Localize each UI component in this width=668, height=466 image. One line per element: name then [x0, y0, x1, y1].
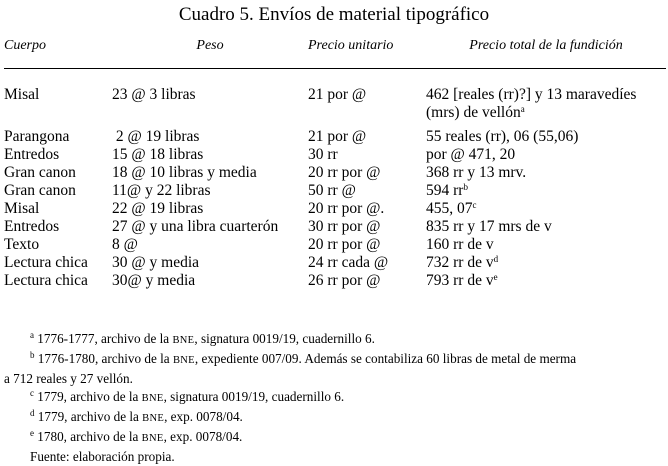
cell-precio-unitario: 24 rr cada @	[308, 254, 389, 271]
cell-precio-total	[426, 272, 666, 290]
cell-peso: 11@ y 22 libras	[112, 182, 211, 199]
cell-precio-total	[426, 128, 666, 146]
cell-precio-unitario: 21 por @	[308, 86, 367, 103]
shipments-table	[4, 38, 666, 290]
table-row	[4, 146, 666, 164]
header-peso: Peso	[196, 38, 224, 53]
precio-total-text: 368 rr y 13 mrv.	[426, 164, 527, 181]
footnote-ref: c	[472, 200, 477, 210]
cell-precio-unitario: 20 rr por @.	[308, 200, 385, 217]
precio-total-text: 793 rr de v	[426, 272, 494, 289]
footnote-abbr: BNE	[172, 335, 195, 346]
footnote-text-pre: 1776-1780, archivo de la	[34, 351, 173, 366]
footnote-mark: b	[30, 350, 35, 360]
cell-precio-unitario: 30 rr por @	[308, 218, 381, 235]
footnote	[0, 330, 668, 350]
table-row	[4, 182, 666, 200]
cell-cuerpo: Misal	[4, 86, 40, 103]
footnote-mark: c	[30, 388, 34, 398]
footnote-abbr: BNE	[142, 413, 165, 424]
cell-cuerpo: Entredos	[4, 218, 60, 235]
cell-precio-total	[426, 69, 666, 129]
cell-precio-unitario: 50 rr @	[308, 182, 356, 199]
footnote-text-post: , signatura 0019/19, cuadernillo 6.	[194, 331, 375, 346]
cell-cuerpo: Entredos	[4, 146, 60, 163]
precio-total-line1: 462 [reales (rr)?] y 13 maravedíes	[426, 86, 637, 103]
footnote-ref: a	[520, 104, 525, 114]
precio-total-text: por @ 471, 20	[426, 146, 516, 163]
footnote	[0, 408, 668, 428]
cell-precio-unitario: 30 rr	[308, 146, 338, 163]
footnote-abbr: BNE	[172, 355, 195, 366]
cell-cuerpo: Lectura chica	[4, 254, 88, 271]
cell-peso: 15 @ 18 libras	[112, 146, 204, 163]
cell-precio-unitario: 20 rr por @	[308, 164, 381, 181]
footnote-abbr: BNE	[141, 393, 164, 404]
footnote-text-post: , exp. 0078/04.	[163, 429, 243, 444]
precio-total-text: 835 rr y 17 mrs de v	[426, 218, 552, 235]
cell-precio-total	[426, 164, 666, 182]
cell-precio-total	[426, 146, 666, 164]
footnote	[0, 350, 668, 388]
footnote-mark: e	[30, 428, 34, 438]
header-row	[4, 38, 666, 69]
precio-total-text: 160 rr de v	[426, 236, 494, 253]
cell-cuerpo: Misal	[4, 200, 40, 217]
cell-cuerpo: Gran canon	[4, 182, 76, 199]
footnote	[0, 428, 668, 448]
cell-precio-unitario: 20 rr por @	[308, 236, 381, 253]
cell-cuerpo: Lectura chica	[4, 272, 88, 289]
cell-precio-total	[426, 236, 666, 254]
precio-total-text: 594 rr	[426, 182, 464, 199]
footnote-mark: a	[30, 330, 34, 340]
table-row	[4, 254, 666, 272]
footnote-text-pre: 1779, archivo de la	[34, 409, 143, 424]
header-precio-unitario: Precio unitario	[308, 38, 394, 53]
header-precio-total: Precio total de la fundición	[469, 38, 623, 53]
cell-precio-unitario: 26 rr por @	[308, 272, 381, 289]
footnote-text-post: , signatura 0019/19, cuadernillo 6.	[163, 389, 345, 404]
footnote	[0, 388, 668, 408]
precio-total-line2: (mrs) de vellón	[426, 104, 521, 121]
cell-precio-unitario: 21 por @	[308, 128, 367, 145]
table-title: Cuadro 5. Envíos de material tipográfico	[178, 4, 490, 25]
footnote-text-pre: 1780, archivo de la	[34, 429, 142, 444]
precio-total-text: 732 rr de v	[426, 254, 494, 271]
header-cuerpo: Cuerpo	[4, 38, 46, 53]
cell-peso: 18 @ 10 libras y media	[112, 164, 257, 181]
cell-peso: 2 @ 19 libras	[112, 128, 200, 145]
footnote-abbr: BNE	[141, 433, 164, 444]
footnote-text-post: , exp. 0078/04.	[164, 409, 243, 424]
footnote-continuation: a 712 reales y 27 vellón.	[4, 371, 133, 386]
table-row	[4, 236, 666, 254]
footnote-text-pre: 1776-1777, archivo de la	[34, 331, 173, 346]
cell-precio-total	[426, 254, 666, 272]
precio-total-text: 55 reales (rr), 06 (55,06)	[426, 128, 579, 145]
table-row	[4, 218, 666, 236]
table-row	[4, 164, 666, 182]
precio-total-text: 455, 07	[426, 200, 473, 217]
table-row	[4, 272, 666, 290]
footnote-mark: d	[30, 408, 35, 418]
table-row	[4, 128, 666, 146]
cell-peso: 30 @ y media	[112, 254, 200, 271]
cell-precio-total	[426, 200, 666, 218]
source-note: Fuente: elaboración propia.	[30, 449, 175, 464]
cell-cuerpo: Parangona	[4, 128, 70, 145]
cell-precio-total	[426, 182, 666, 200]
table-row	[4, 69, 666, 129]
cell-peso: 22 @ 19 libras	[112, 200, 204, 217]
cell-peso: 30@ y media	[112, 272, 196, 289]
cell-peso: 27 @ y una libra cuarterón	[112, 218, 279, 235]
cell-precio-total	[426, 218, 666, 236]
cell-cuerpo: Gran canon	[4, 164, 76, 181]
cell-peso: 23 @ 3 libras	[112, 86, 196, 103]
footnotes	[0, 330, 668, 466]
table-row	[4, 200, 666, 218]
footnote-ref: e	[493, 272, 498, 282]
footnote-ref: d	[493, 254, 499, 264]
cell-cuerpo: Texto	[4, 236, 40, 253]
footnote-ref: b	[463, 182, 468, 192]
cell-peso: 8 @	[112, 236, 138, 253]
footnote-text-post: , expediente 007/09. Además se contabiliza 60 libras de metal de merma	[194, 351, 577, 366]
footnote-text-pre: 1779, archivo de la	[34, 389, 142, 404]
